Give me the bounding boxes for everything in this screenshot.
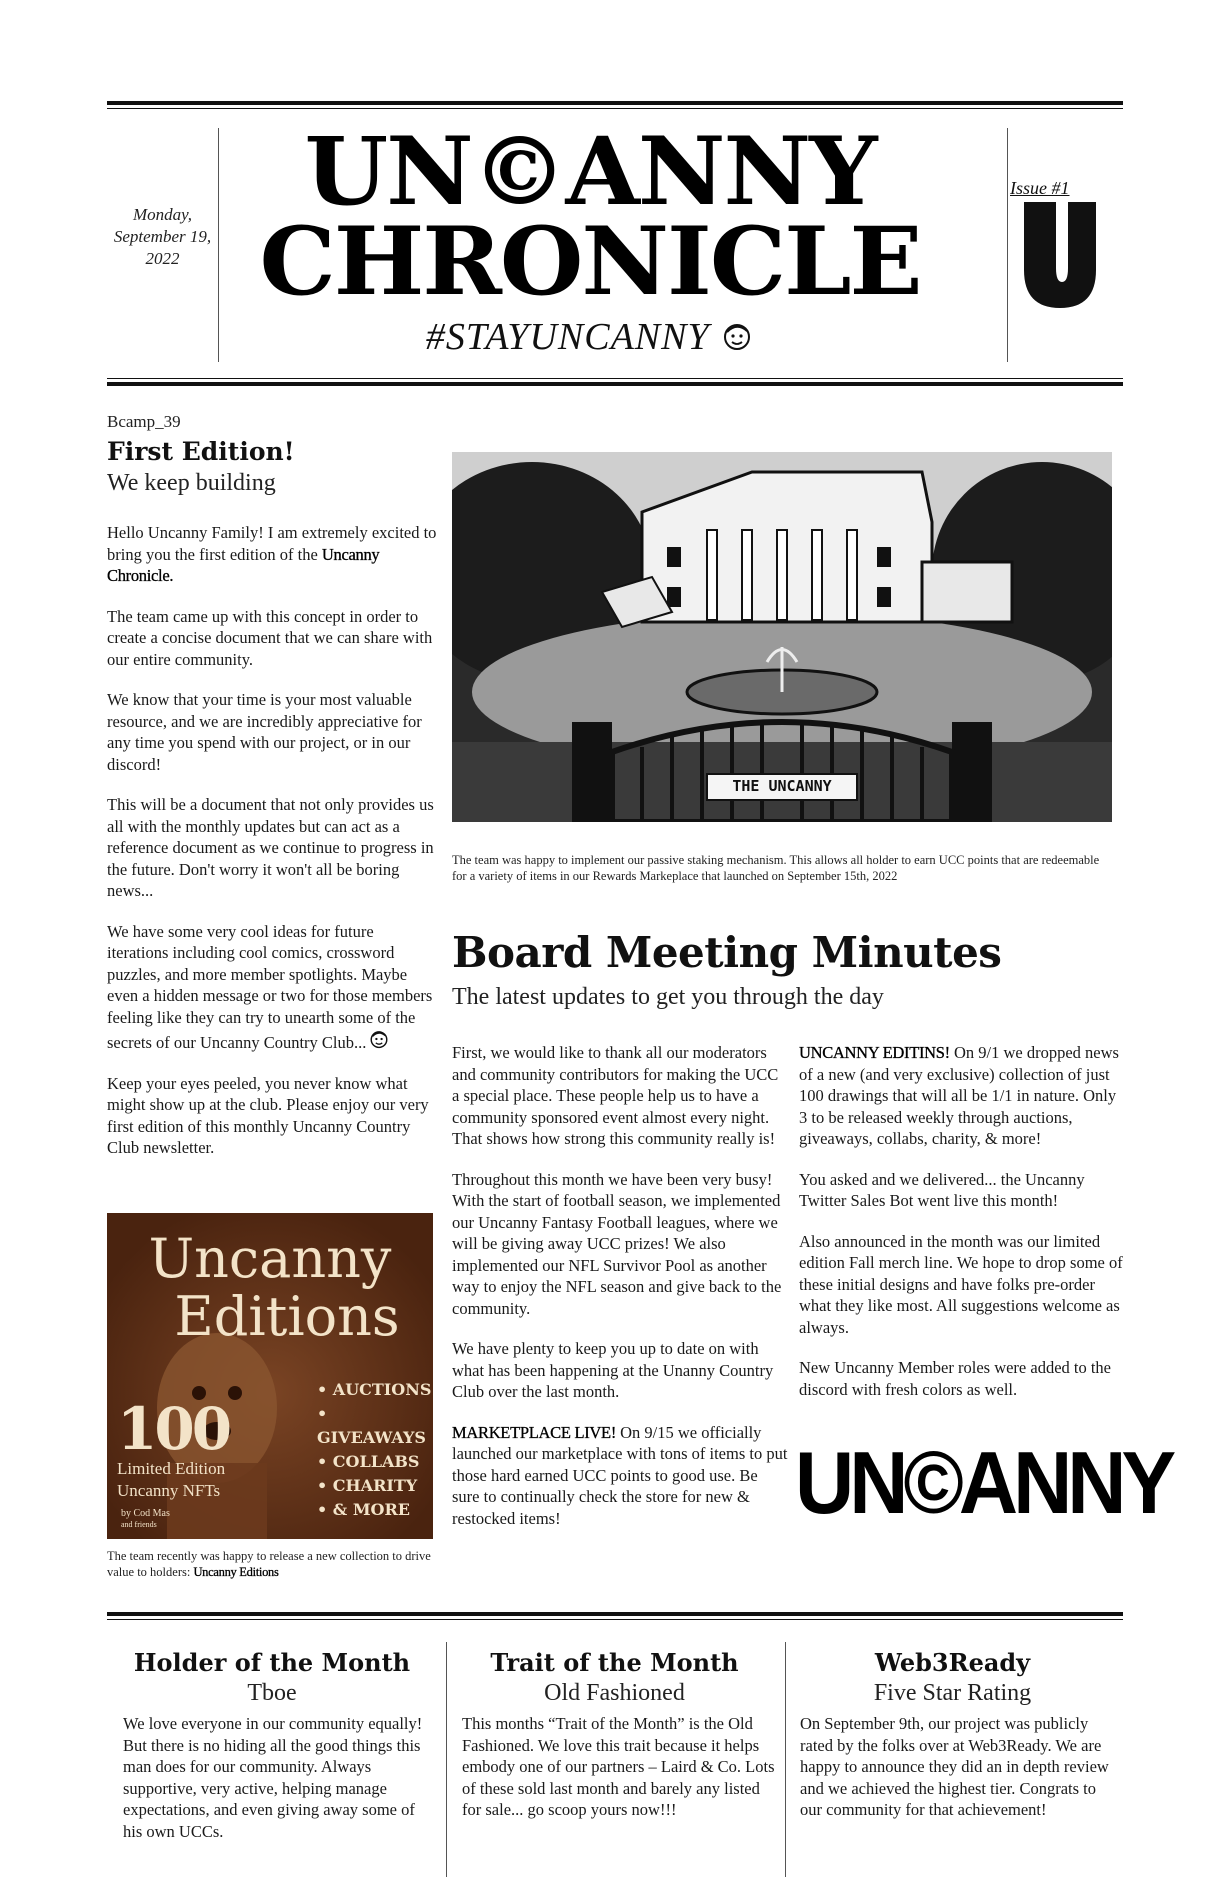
- top-rule-thin: [107, 108, 1123, 109]
- u-logo-icon: [1022, 198, 1098, 310]
- poster-bullet: • AUCTIONS: [317, 1380, 432, 1399]
- masthead-rule-thin: [107, 378, 1123, 379]
- poster-count-label-2: Uncanny NFTs: [117, 1481, 221, 1500]
- web3ready-title: Web3Ready: [874, 1648, 1031, 1677]
- masthead-rule-thick: [107, 382, 1123, 386]
- board-paragraph: New Uncanny Member roles were added to the discord with fresh colors as well.: [799, 1358, 1112, 1399]
- masthead-title-line2: CHRONICLE: [259, 207, 921, 317]
- editions-caption-highlight: Uncanny Editions: [193, 1565, 279, 1579]
- board-paragraph: Throughout this month we have been very busy! With the start of football season, we implemented our Uncanny Fantasy Football leagues, where we will be giving away UCC prizes! We also implemented our NFL Survivor Pool as another way to enjoy the NFL season and give back to the community.: [452, 1169, 782, 1318]
- masthead-title-line1: UN©ANNY: [304, 117, 876, 227]
- editions-highlight: UNCANNY EDITINS!: [799, 1043, 950, 1062]
- poster-bullets: [317, 1378, 433, 1522]
- poster-bullet: • CHARITY: [317, 1476, 418, 1495]
- board-paragraph: You asked and we delivered... the Uncanny Twitter Sales Bot went live this month!: [799, 1169, 1085, 1210]
- poster-count-label-1: Limited Edition: [117, 1459, 226, 1478]
- board-paragraph: Also announced in the month was our limited edition Fall merch line. We hope to drop some of these initial designs and have folks pre-order what they like most. All suggestions welcome as always.: [799, 1231, 1123, 1337]
- footer-divider-1: [446, 1642, 447, 1877]
- marketplace-highlight: MARKETPLACE LIVE!: [452, 1422, 617, 1442]
- poster-title-2: Editions: [174, 1285, 400, 1348]
- mansion-gate-sign: THE UNCANNY: [732, 777, 832, 795]
- poster-credit: by Cod Mas and friends: [121, 1508, 170, 1529]
- poster-bullet: • GIVEAWAYS: [317, 1404, 426, 1447]
- mansion-illustration: [452, 452, 1112, 822]
- intro-paragraph-2: The team came up with this concept in order to create a concise document that we can share with our entire community.: [107, 606, 433, 669]
- footer-rule-thick: [107, 1612, 1123, 1616]
- first-edition-subheading: We keep building: [107, 470, 276, 496]
- poster-title-1: Uncanny: [148, 1227, 392, 1290]
- board-paragraph: First, we would like to thank all our moderators and community contributors for making the UCC a special place. These people help us to have a community sponsored event almost every night. That shows how strong this community really is!: [452, 1043, 779, 1148]
- first-edition-heading: First Edition!: [107, 437, 295, 466]
- intro-paragraph-1: Hello Uncanny Family! I am extremely excited to bring you the first edition of the Uncanny Chronicle.: [107, 523, 437, 585]
- hashtag: [230, 315, 950, 359]
- masthead-divider-right: [1007, 128, 1008, 362]
- issue-date: Monday, September 19, 2022: [113, 205, 212, 268]
- web3ready-rating: Five Star Rating: [873, 1680, 1032, 1706]
- intro-paragraph-3: We know that your time is your most valuable resource, and we are incredibly appreciative for any time you spend with our project, or in our discord!: [107, 690, 422, 774]
- top-rule-thick: [107, 101, 1123, 105]
- holder-of-month-name: Tboe: [247, 1680, 297, 1706]
- intro-article: [107, 522, 437, 1178]
- footer-divider-2: [785, 1642, 786, 1877]
- poster-count: 100: [117, 1395, 230, 1463]
- holder-of-month-text: We love everyone in our community equally! But there is no hiding all the good things this man does for our community. Always supportive, very active, helping manage expectations, and even giving away some of his own UCCs.: [123, 1714, 423, 1841]
- board-column-2: [799, 1042, 1127, 1419]
- issue-number: Issue #1: [1010, 178, 1070, 198]
- uncanny-wordmark-logo: UN©ANNY: [795, 1434, 1172, 1533]
- chronicle-highlight: Uncanny Chronicle.: [107, 544, 380, 585]
- trait-of-month-title: Trait of the Month: [490, 1648, 739, 1677]
- intro-paragraph-5: We have some very cool ideas for future iterations including cool comics, crossword puzzles, and more member spotlights. Maybe even a hidden message or two for those members feeling like they can try to unearth some of the secrets of our Uncanny Country Club...: [107, 921, 433, 1052]
- board-paragraph: UNCANNY EDITINS! On 9/1 we dropped news of a new (and very exclusive) collection of just 100 drawings that will all be 1/1 in nature. Only 3 to be released weekly through auctions, giveaways, collabs, charity, & more!: [799, 1043, 1119, 1148]
- uncanny-u-logo: [1022, 198, 1098, 310]
- face-doodle-small-icon: [368, 1028, 390, 1050]
- intro-paragraph-4: This will be a document that not only provides us all with the monthly updates but can act as a reference document as we continue to progress in the future. Don't worry it won't all be boring news...: [107, 795, 434, 900]
- intro-paragraph-6: Keep your eyes peeled, you never know what might show up at the club. Please enjoy our very first edition of this monthly Uncanny Country Club newsletter.: [107, 1073, 429, 1157]
- byline: Bcamp_39: [107, 412, 181, 431]
- holder-of-month-title: Holder of the Month: [133, 1648, 411, 1677]
- hashtag-text: #STAYUNCANNY: [425, 316, 710, 358]
- mansion-drawing: [452, 452, 1112, 822]
- editions-caption: The team recently was happy to release a new collection to drive value to holders: Uncanny Editions: [107, 1549, 431, 1579]
- board-subheading: The latest updates to get you through the day: [452, 984, 884, 1010]
- mansion-caption: The team was happy to implement our passive staking mechanism. This allows all holder to earn UCC points that are redeemable for a variety of items in our Rewards Markeplace that launched on September 15th, 2022: [452, 853, 1100, 883]
- trait-of-month-name: Old Fashioned: [544, 1680, 685, 1706]
- board-paragraph: We have plenty to keep you up to date on with what has been happening at the Unanny Country Club over the last month.: [452, 1339, 774, 1401]
- board-paragraph: MARKETPLACE LIVE! On 9/15 we officially launched our marketplace with tons of items to put those hard earned UCC points to good use. Be sure to continually check the store for new & restocked items!: [452, 1422, 788, 1528]
- board-heading: Board Meeting Minutes: [452, 928, 1002, 977]
- web3ready-text: On September 9th, our project was publicly rated by the folks over at Web3Ready. We are happy to announce they did an in depth review and we achieved the highest tier. Congrats to our community for that achievement!: [800, 1714, 1109, 1819]
- poster-bullet: • COLLABS: [317, 1452, 420, 1471]
- footer-rule-thin: [107, 1619, 1123, 1620]
- trait-of-month-text: This months “Trait of the Month” is the Old Fashioned. We love this trait because it helps embody one of our partners – Laird & Co. Lots of these sold last month and barely any listed for sale... go scoop yours now!!!: [462, 1714, 775, 1819]
- uncanny-editions-poster: [107, 1213, 433, 1539]
- face-doodle-icon: [720, 319, 754, 353]
- board-column-1: [452, 1042, 788, 1548]
- poster-bullet: • & MORE: [317, 1500, 410, 1519]
